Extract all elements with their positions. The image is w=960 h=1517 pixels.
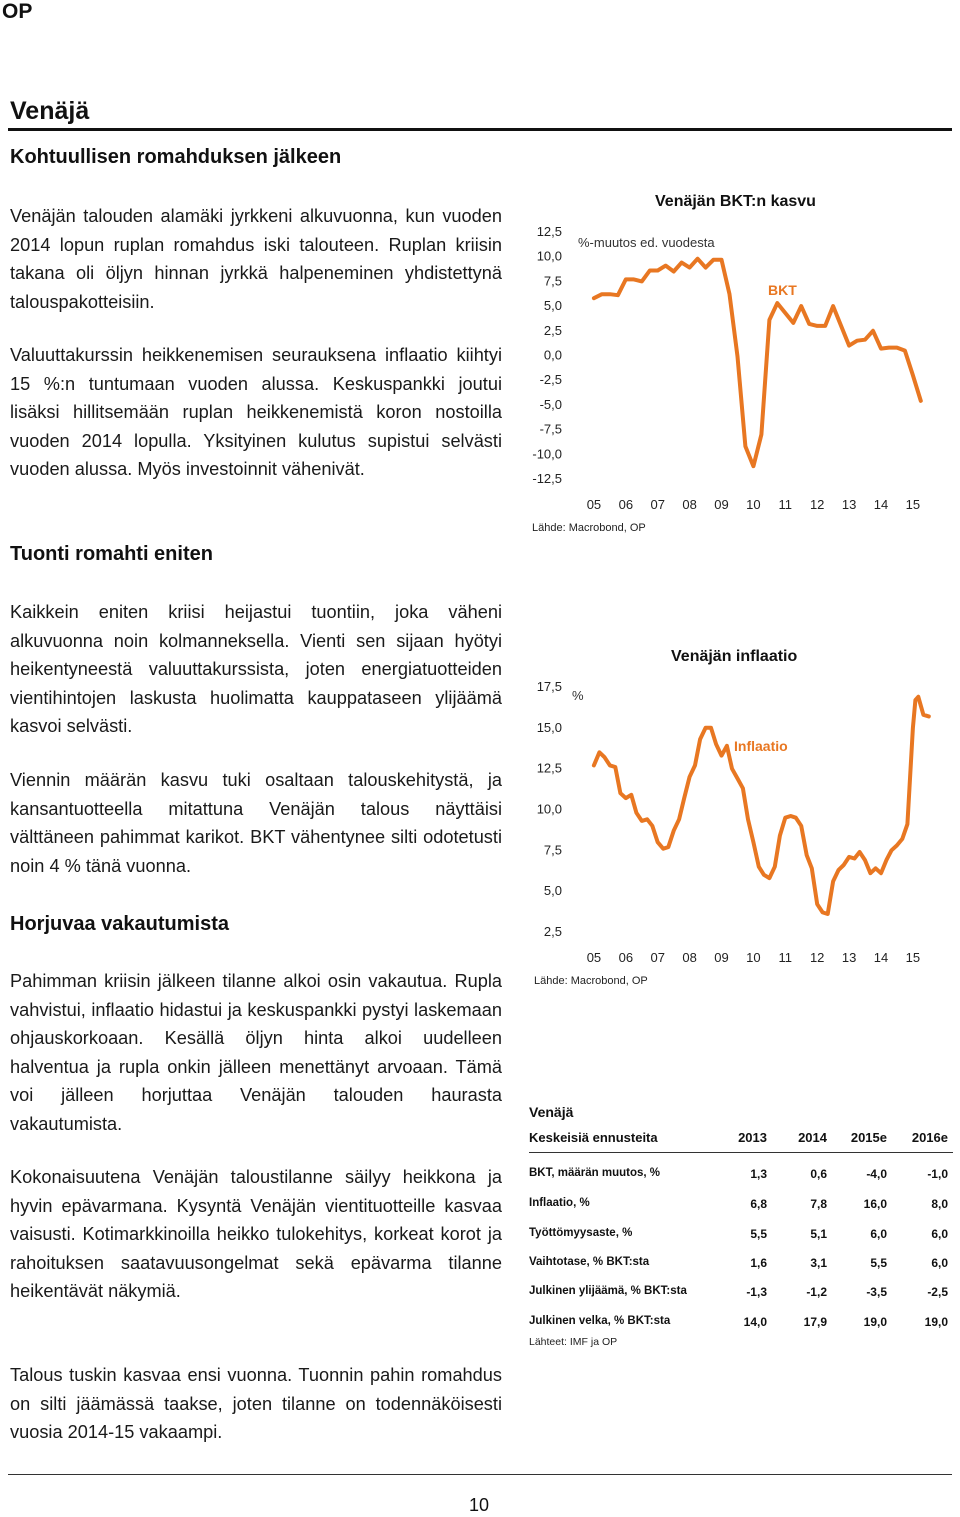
inflation-plot [520, 640, 960, 970]
y-tick-label: 2,5 [543, 924, 562, 939]
table-source: Lähteet: IMF ja OP [529, 1336, 618, 1348]
table-cell: 1,3 [750, 1167, 767, 1181]
page-title: Venäjä [10, 97, 90, 125]
table-cell: 7,8 [810, 1197, 827, 1211]
gdp-growth-chart [520, 185, 960, 545]
section-heading-horjuvaa: Horjuvaa vakautumista [10, 913, 229, 935]
y-tick-label: -2,5 [539, 372, 562, 388]
row-label: Julkinen velka, % BKT:sta [529, 1315, 671, 1327]
table-cell: -1,0 [927, 1167, 948, 1181]
table-cell: 6,0 [931, 1256, 948, 1270]
title-divider [8, 128, 952, 131]
y-tick-label: 12,5 [536, 224, 562, 239]
table-cell: -2,5 [927, 1285, 948, 1299]
table-cell: 17,9 [803, 1315, 827, 1329]
y-tick-label: 0,0 [543, 347, 562, 363]
x-tick-label: 09 [714, 950, 729, 965]
x-tick-label: 11 [778, 950, 793, 965]
paragraph-2: Valuuttakurssin heikkenemisen seurauksena inflaatio kiihtyi 15 %:n tuntumaan vuoden alussa. Keskuspankki joutui lisäksi hillitsemään ruplan heikkenemistä koron nostoilla vuoden 2014 lopulla. Yksityinen kulutus supistui selvästi vuoden alussa. Myös investoinnit vähenivät. [10, 345, 502, 479]
row-label: Vaihtotase, % BKT:sta [529, 1256, 650, 1268]
table-header-2014: 2014 [798, 1130, 827, 1145]
x-tick-label: 15 [905, 950, 921, 965]
x-tick-label: 14 [873, 497, 889, 512]
table-country: Venäjä [529, 1104, 574, 1120]
y-tick-label: 10,0 [536, 248, 562, 264]
table-cell: 6,0 [931, 1227, 948, 1241]
x-tick-label: 08 [682, 497, 697, 512]
paragraph-1: Venäjän talouden alamäki jyrkkeni alkuvuonna, kun vuoden 2014 lopun ruplan romahdus iski talouteen. Ruplan kriisin takana oli öljyn hinnan jyrkkä halpeneminen yhdistettynä talouspakotteisiin. [10, 206, 502, 312]
table-cell: 5,1 [810, 1227, 827, 1241]
table-cell: -1,3 [746, 1285, 767, 1299]
x-tick-label: 07 [650, 497, 665, 512]
table-cell: 6,0 [870, 1227, 887, 1241]
table-cell: 6,8 [750, 1197, 767, 1211]
inflation-chart [520, 640, 960, 1000]
table-cell: 16,0 [863, 1197, 887, 1211]
x-tick-label: 10 [746, 497, 761, 512]
paragraph-6: Kokonaisuutena Venäjän taloustilanne säilyy heikkona ja hyvin epävarmana. Kysyntä Venäjän vientituotteille kasvaa vaisusti. Kotimarkkinoilla heikko tulokehitys, korkeat korot ja rahoituksen saatavuusongelmat sekä epävarma tilanne heikentävät näkymiä. [10, 1167, 502, 1301]
x-tick-label: 08 [682, 950, 697, 965]
x-tick-label: 11 [778, 497, 793, 512]
chart-unit-label: %-muutos ed. vuodesta [578, 235, 715, 250]
footer-divider [8, 1474, 952, 1475]
chart-title: Venäjän BKT:n kasvu [655, 193, 816, 210]
x-tick-label: 05 [586, 950, 602, 965]
table-cell: 5,5 [750, 1227, 767, 1241]
table-header-2016e: 2016e [911, 1130, 948, 1145]
table-header-label: Keskeisiä ennusteita [529, 1130, 658, 1145]
x-tick-label: 09 [714, 497, 729, 512]
section-heading-tuonti: Tuonti romahti eniten [10, 543, 213, 565]
y-tick-label: -5,0 [539, 396, 562, 412]
series-label: BKT [768, 282, 797, 298]
table-cell: 0,6 [810, 1167, 827, 1181]
y-tick-label: 7,5 [543, 273, 562, 289]
table-cell: -4,0 [866, 1167, 887, 1181]
chart-source: Lähde: Macrobond, OP [534, 975, 648, 987]
y-tick-label: 12,5 [536, 760, 562, 776]
series-line [594, 697, 929, 914]
x-tick-label: 05 [586, 497, 602, 512]
gdp-growth-plot [520, 185, 960, 515]
paragraph-3: Kaikkein eniten kriisi heijastui tuontiin, joka väheni alkuvuonna noin kolmanneksella. Vienti sen sijaan hyötyi heikentyneestä valuuttakurssista, joten energiatuotteiden vientihintojen laskusta huolimatta kauppataseen ylijäämä kasvoi selvästi. [10, 602, 502, 736]
section-heading-kohtuullisen: Kohtuullisen romahduksen jälkeen [10, 146, 342, 168]
x-tick-label: 07 [650, 950, 665, 965]
y-tick-label: 17,5 [536, 679, 562, 694]
page-number: 10 [469, 1495, 490, 1515]
table-cell: 8,0 [931, 1197, 948, 1211]
x-tick-label: 06 [618, 950, 634, 965]
table-divider [529, 1152, 953, 1153]
table-header-2015e: 2015e [850, 1130, 887, 1145]
paragraph-7: Talous tuskin kasvaa ensi vuonna. Tuonnin pahin romahdus on silti jäämässä taakse, joten tilanne on todennäköisesti vuosia 2014-15 vakaampi. [10, 1365, 502, 1442]
y-tick-label: -7,5 [539, 421, 562, 437]
table-cell: 5,5 [870, 1256, 887, 1270]
series-line [594, 259, 921, 467]
y-tick-label: 2,5 [543, 322, 562, 338]
y-tick-label: 7,5 [543, 842, 562, 858]
chart-title: Venäjän inflaatio [671, 648, 798, 665]
y-tick-label: 15,0 [536, 719, 562, 735]
x-tick-label: 10 [746, 950, 761, 965]
row-label: Työttömyysaste, % [529, 1227, 633, 1239]
series-label: Inflaatio [734, 738, 788, 754]
table-cell: -1,2 [806, 1285, 827, 1299]
x-tick-label: 06 [618, 497, 634, 512]
table-cell: 19,0 [924, 1315, 948, 1329]
paragraph-5: Pahimman kriisin jälkeen tilanne alkoi osin vakautua. Rupla vahvistui, inflaatio hidastui ja keskuspankki pystyi laskemaan ohjauskorkoaan. Kesällä öljyn hinta alkoi uudelleen halventua ja rupla onkin jälleen menettänyt arvoaan. Tämä voi jälleen horjuttaa Venäjän talouden haurasta vakautumista. [10, 971, 502, 1134]
row-label: BKT, määrän muutos, % [529, 1167, 660, 1179]
table-cell: 3,1 [810, 1256, 827, 1270]
y-tick-label: 5,0 [543, 883, 562, 899]
row-label: Julkinen ylijäämä, % BKT:sta [529, 1285, 687, 1297]
y-tick-label: -10,0 [532, 446, 562, 462]
chart-unit-label: % [572, 688, 584, 703]
brand-logo-text: OP [2, 0, 33, 23]
x-tick-label: 15 [905, 497, 921, 512]
row-label: Inflaatio, % [529, 1197, 590, 1209]
y-tick-label: 10,0 [536, 801, 562, 817]
y-tick-label: -12,5 [532, 471, 562, 486]
table-cell: 1,6 [750, 1256, 767, 1270]
chart-source: Lähde: Macrobond, OP [532, 522, 646, 534]
y-tick-label: 5,0 [543, 298, 562, 314]
table-cell: 19,0 [863, 1315, 887, 1329]
x-tick-label: 14 [873, 950, 889, 965]
table-header-2013: 2013 [738, 1130, 767, 1145]
paragraph-4: Viennin määrän kasvu tuki osaltaan talouskehitystä, ja kansantuotteella mitattuna Venäjän talous näyttäisi välttäneen pahimmat karikot. BKT vähentynee silti odotetusti noin 4 % tänä vuonna. [10, 770, 502, 876]
x-tick-label: 12 [809, 497, 825, 512]
x-tick-label: 13 [841, 950, 857, 965]
table-cell: -3,5 [866, 1285, 887, 1299]
x-tick-label: 12 [809, 950, 825, 965]
table-cell: 14,0 [743, 1315, 767, 1329]
x-tick-label: 13 [841, 497, 857, 512]
